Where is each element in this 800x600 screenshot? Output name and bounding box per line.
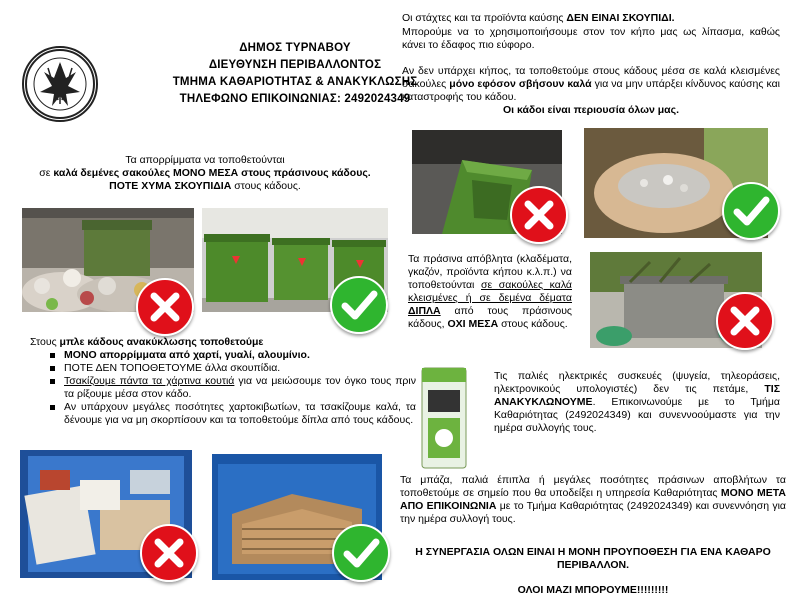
green-waste-beside: ΔΙΠΛΑ <box>408 305 441 317</box>
blue-bin-title-prefix: Στους <box>30 336 60 348</box>
check-icon <box>330 276 388 334</box>
rule-4-text: Αν υπάρχουν μεγάλες ποσότητες χαρτοκιβωτίων, τα τσακίζουμε καλά, τα δένουμε για να μη σκορπίσουν και τα τοποθετούμε δίπλα από τους κάδους. <box>64 401 416 426</box>
rule-3-underlined: Τσακίζουμε πάντα τα χάρτινα κουτιά <box>64 375 235 387</box>
rule-paper-glass-aluminium <box>64 349 416 362</box>
cross-icon <box>510 186 568 244</box>
closing-together: ΟΛΟΙ ΜΑΖΙ ΜΠΟΡΟΥΜΕ!!!!!!!!! <box>517 584 669 596</box>
intro-line-1: Τα απορρίμματα να τοποθετούνται <box>125 154 285 166</box>
intro-line-2-prefix: σε <box>39 167 54 179</box>
intro-line-3-suffix: στους κάδους. <box>231 180 301 192</box>
electronics-paragraph <box>494 370 780 435</box>
cross-icon <box>140 524 198 582</box>
header-department: ΤΜΗΜΑ ΚΑΘΑΡΙΟΤΗΤΑΣ & ΑΝΑΚΥΚΛΩΣΗΣ <box>172 76 418 88</box>
bins-belong-to-all: Οι κάδοι είναι περιουσία όλων μας. <box>502 104 680 116</box>
ash-not-waste: ΔΕΝ ΕΙΝΑΙ ΣΚΟΥΠΙΔΙ. <box>566 12 675 24</box>
intro-paragraph <box>20 154 390 193</box>
intro-line-2-bold: καλά δεμένες σακούλες ΜΟΝΟ ΜΕΣΑ στους πράσινους κάδους. <box>53 167 371 179</box>
bulky-waste-intro: Τα μπάζα, παλιά έπιπλα ή μεγάλες ποσότητες πράσινων αποβλήτων τα τοποθετούμε σε σημείο που θα υποδείξει η υπηρεσία Καθαριότητας <box>400 474 786 499</box>
header-municipality: ΔΗΜΟΣ ΤΥΡΝΑΒΟΥ <box>239 42 351 54</box>
closing-cooperation: Η ΣΥΝΕΡΓΑΣΙΑ ΟΛΩΝ ΕΙΝΑΙ Η ΜΟΝΗ ΠΡΟΥΠΟΘΕΣΗ ΓΙΑ ΕΝΑ ΚΑΘΑΡΟ ΠΕΡΙΒΑΛΛΟΝ. <box>415 546 771 571</box>
check-icon <box>332 524 390 582</box>
bulky-waste-only-after: ΜΟΝΟ ΜΕΤΑ ΑΠΟ ΕΠΙΚΟΙΝΩΝΙΑ <box>400 487 786 512</box>
ash-extinguished: μόνο εφόσον σβήσουν καλά <box>449 78 592 90</box>
cross-icon <box>716 292 774 350</box>
electronics-contact: . Επικοινωνούμε με το Τμήμα Καθαριότητας (2492024349) και συνεννοούμαστε για την ημέρα συλλογής τους. <box>494 396 780 434</box>
check-icon <box>722 182 780 240</box>
rule-3-text: για να μειώσουμε τον όγκο τους πριν τα ρίξουμε μέσα στον κάδο. <box>64 375 416 400</box>
cross-icon <box>136 278 194 336</box>
photo-electronics-bin <box>416 364 472 472</box>
green-waste-bins: από τους πράσινους κάδους, <box>408 305 572 330</box>
bulky-waste-contact: με το Τμήμα Καθαριότητας (2492024349) και συνεννόηση για την ημέρα συλλογή τους. <box>400 500 786 525</box>
rule-crush-boxes <box>64 375 416 401</box>
electronics-recycle: ΤΙΣ ΑΝΑΚΥΚΛΩΝΟΥΜΕ <box>494 383 780 408</box>
ash-no-garden: Αν δεν υπάρχει κήπος, τα τοποθετούμε στους κάδους μέσα σε καλά κλεισμένες σακούλες <box>402 65 780 90</box>
ash-paragraph <box>402 12 780 117</box>
rule-1-text: ΜΟΝΟ απορρίμματα από χαρτί, γυαλί, αλουμίνιο. <box>64 349 310 361</box>
ash-compost: Μπορούμε να το χρησιμοποιήσουμε στον τον κήπο μας ως λίπασμα, καθώς κάνει το έδαφος πιο εύφορο. <box>402 26 780 51</box>
green-waste-not-inside: ΟΧΙ ΜΕΣΑ <box>447 318 499 330</box>
rule-2-text: ΠΟΤΕ ΔΕΝ ΤΟΠΟΘΕΤΟΥΜΕ άλλα σκουπίδια. <box>64 362 281 374</box>
electronics-intro: Τις παλιές ηλεκτρικές συσκευές (ψυγεία, τηλεοράσεις, ηλεκτρονικούς υπολογιστές) δεν τις πετάμε, <box>494 370 780 395</box>
ash-risk: για να μην υπάρξει κίνδυνος καύσης και καταστροφής του κάδου. <box>402 78 780 103</box>
blue-bin-title <box>30 336 390 349</box>
blue-bin-title-bold: μπλε κάδους ανακύκλωσης τοποθετούμε <box>59 336 264 348</box>
header-block <box>150 40 440 108</box>
blue-bin-rules <box>30 349 416 427</box>
green-waste-intro: Τα πράσινα απόβλητα (κλαδέματα, γκαζόν, προϊόντα κήπου κ.λ.π.) να τοποθετούνται <box>408 253 572 291</box>
green-waste-paragraph <box>408 253 572 331</box>
rule-no-other-waste <box>64 362 416 375</box>
header-phone: ΤΗΛΕΦΩΝΟ ΕΠΙΚΟΙΝΩΝΙΑΣ: 2492024349 <box>179 93 411 105</box>
header-directorate: ΔΙΕΥΘΥΝΣΗ ΠΕΡΙΒΑΛΛΟΝΤΟΣ <box>208 59 382 71</box>
rule-large-cardboard <box>64 401 416 427</box>
green-waste-bagged: σε σακούλες καλά κλεισμένες ή σε δεμένα δέματα <box>408 279 572 304</box>
municipality-logo <box>22 46 98 122</box>
ash-line-1: Οι στάχτες και τα προϊόντα καύσης <box>402 12 567 24</box>
green-waste-end: στους κάδους. <box>498 318 568 330</box>
bulky-waste-paragraph <box>400 474 786 526</box>
intro-line-3-bold: ΠΟΤΕ ΧΥΜΑ ΣΚΟΥΠΙΔΙΑ <box>109 180 232 192</box>
